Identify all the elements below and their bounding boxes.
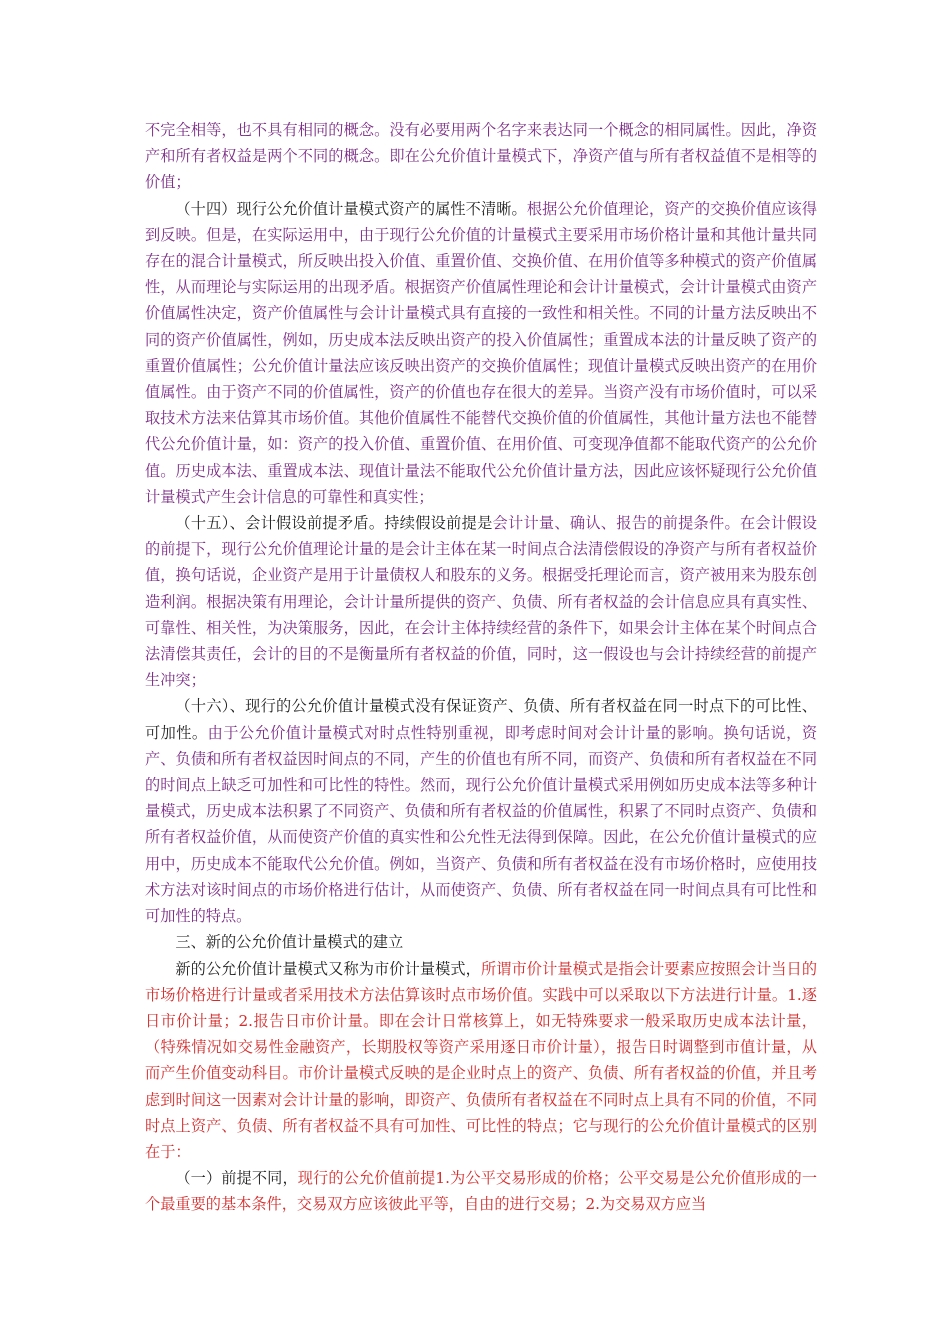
paragraph-heading: （十四）现行公允价值计量模式资产的属性不清晰。 <box>175 199 527 218</box>
paragraph-16 <box>145 693 817 929</box>
text-run: 新的公允价值计量模式又称为市价计量模式， <box>175 959 481 978</box>
paragraph-premise-difference <box>145 1165 817 1217</box>
paragraph-market-value-model <box>145 956 817 1166</box>
paragraph-14 <box>145 196 817 510</box>
document-body <box>145 117 817 1218</box>
section-heading <box>145 929 817 955</box>
paragraph-heading: （十六）、现行的公允价值计量模式没有保证资产、负债、所有者权益在同一时点下的可比性、可加性。 <box>145 697 817 742</box>
text-run: 不完全相等，也不具有相同的概念。没有必要用两个名字来表达同一个概念的相同属性。因此，净资产和所有者权益是两个不同的概念。即在公允价值计量模式下，净资产值与所有者权益值不是相等的价值； <box>145 121 817 192</box>
text-run: 现行的公允价值前提1.为公平交易形成的价格；公平交易是公允价值形成的一个最重要的基本条件，交易双方应该彼此平等，自由的进行交易；2.为交易双方应当 <box>145 1169 818 1214</box>
text-run: 由于公允价值计量模式对时点性特别重视，即考虑时间对会计计量的影响。换句话说，资产、负债和所有者权益因时间点的不同，产生的价值也有所不同，而资产、负债和所有者权益在不同的时间点上缺乏可加性和可比性的特性。然而，现行公允价值计量模式采用例如历史成本法等多种计量模式，历史成本法积累了不同资产、负债和所有者权益的价值属性，积累了不同时点资产、负债和所有者权益价值，从而使资产价值的真实性和公允性无法得到保障。因此，在公允价值计量模式的应用中，历史成本不能取代公允价值。例如，当资产、负债和所有者权益在没有市场价格时，应使用技术方法对该时间点的市场价格进行估计，从而使资产、负债、所有者权益在同一时间点具有可比性和可加性的特点。 <box>145 723 818 926</box>
section-title: 三、新的公允价值计量模式的建立 <box>175 933 404 952</box>
text-run: 会计计量、确认、报告的前提条件。在会计假设的前提下，现行公允价值理论计量的是会计主体在某一时间点合法清偿假设的净资产与所有者权益价值，换句话说，企业资产是用于计量债权人和股东的义务。根据受托理论而言，资产被用来为股东创造利润。根据决策有用理论，会计计量所提供的资产、负债、所有者权益的会计信息应具有真实性、可靠性、相关性，为决策服务，因此，在会计主体持续经营的条件下，如果会计主体在某个时间点合法清偿其责任，会计的目的不是衡量所有者权益的价值，同时，这一假设也与会计持续经营的前提产生冲突； <box>145 514 817 690</box>
text-run: 所谓市价计量模式是指会计要素应按照会计当日的市场价格进行计量或者采用技术方法估算该时点市场价值。实践中可以采取以下方法进行计量。1.逐日市价计量；2.报告日市价计量。即在会计日常核算上，如无特殊要求一般采取历史成本法计量，（特殊情况如交易性金融资产，长期股权等资产采用逐日市价计量），报告日时调整到市值计量，从而产生价值变动科目。市价计量模式反映的是企业时点上的资产、负债、所有者权益的价值，并且考虑到时间这一因素对会计计量的影响，即资产、负债所有者权益在不同时点上具有不同的价值，不同时点上资产、负债、所有者权益不具有可加性、可比性的特点；它与现行的公允价值计量模式的区别在于： <box>145 959 818 1161</box>
paragraph-15 <box>145 510 817 693</box>
paragraph-heading: （一）前提不同， <box>175 1169 298 1188</box>
paragraph-heading: （十五）、会计假设前提矛盾。持续假设前提是 <box>175 514 493 533</box>
text-run: 根据公允价值理论，资产的交换价值应该得到反映。但是，在实际运用中，由于现行公允价值的计量模式主要采用市场价格计量和其他计量共同存在的混合计量模式，所反映出投入价值、重置价值、交换价值、在用价值等多种模式的资产价值属性，从而理论与实际运用的出现矛盾。根据资产价值属性理论和会计计量模式，会计计量模式由资产价值属性决定，资产价值属性与会计计量模式具有直接的一致性和相关性。不同的计量方法反映出不同的资产价值属性，例如，历史成本法反映出资产的投入价值属性；重置成本法的计量反映了资产的重置价值属性；公允价值计量法应该反映出资产的交换价值属性；现值计量模式反映出资产的在用价值属性。由于资产不同的价值属性，资产的价值也存在很大的差异。当资产没有市场价值时，可以采取技术方法来估算其市场价值。其他价值属性不能替代交换价值的价值属性，其他计量方法也不能替代公允价值计量，如：资产的投入价值、重置价值、在用价值、可变现净值都不能取代资产的公允价值。历史成本法、重置成本法、现值计量法不能取代公允价值计量方法，因此应该怀疑现行公允价值计量模式产生会计信息的可靠性和真实性； <box>145 199 818 506</box>
paragraph-continuation <box>145 117 817 196</box>
